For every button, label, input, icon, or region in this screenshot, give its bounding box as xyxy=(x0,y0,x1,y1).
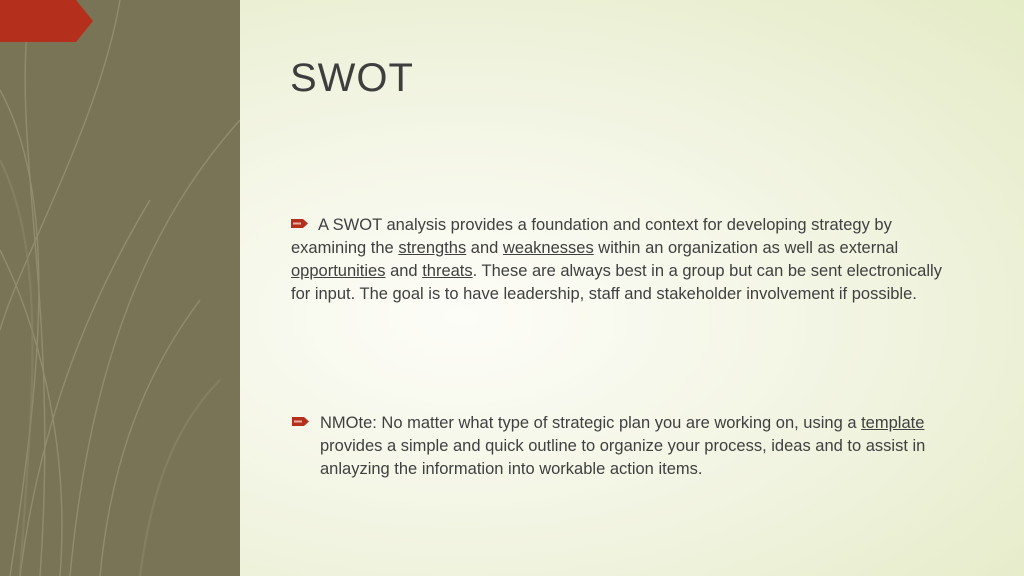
pencil-bullet-icon xyxy=(291,219,308,228)
bullet-swot-description xyxy=(291,214,951,306)
slide-title: SWOT xyxy=(290,56,414,100)
bullet-note xyxy=(320,412,960,481)
bullet-text: . These are always best in a group but can be sent electronically for input. The goal is to have leadership, staff and stakeholder involvement if possible. xyxy=(291,262,942,303)
decorative-curves xyxy=(0,0,240,576)
bullet-text: and xyxy=(385,262,423,280)
opportunities-link[interactable]: opportunities xyxy=(291,262,386,280)
bullet-text: A SWOT analysis provides a foundation and context for developing strategy by examining the xyxy=(291,216,892,257)
bullet-text: and xyxy=(466,239,503,257)
accent-arrow-shape xyxy=(0,0,93,42)
threats-link[interactable]: threats xyxy=(422,262,473,280)
pencil-bullet-icon xyxy=(292,417,309,426)
template-link[interactable]: template xyxy=(861,414,925,432)
bullet-text: within an organization as well as external xyxy=(593,239,899,257)
bullet-marker xyxy=(292,412,319,435)
side-panel xyxy=(0,0,240,576)
bullet-text: provides a simple and quick outline to organize your process, ideas and to assist in anlayzing the information into workable action items. xyxy=(320,437,926,478)
bullet-text: NMOte: No matter what type of strategic plan you are working on, using a xyxy=(320,414,862,432)
weaknesses-link[interactable]: weaknesses xyxy=(502,239,594,257)
strengths-link[interactable]: strengths xyxy=(398,239,467,257)
